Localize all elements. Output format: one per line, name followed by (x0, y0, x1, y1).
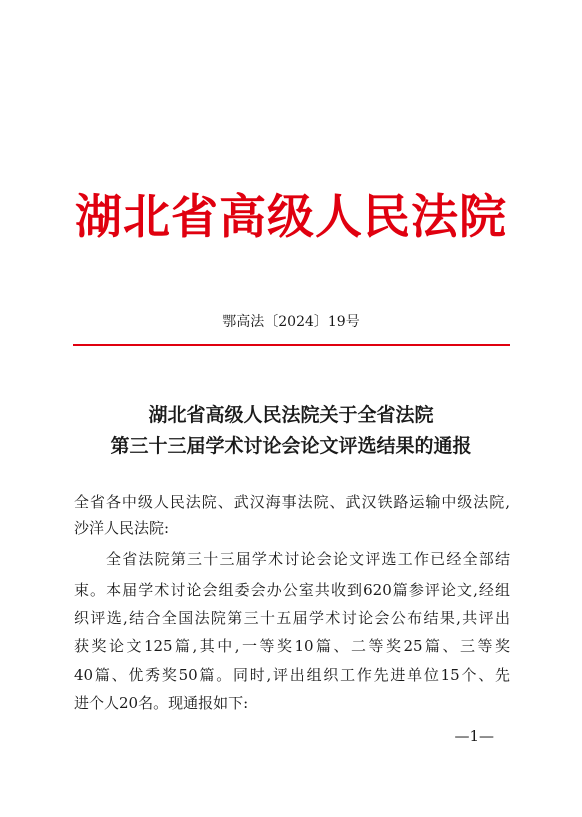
red-separator-line (73, 344, 510, 346)
paragraph-line: 织评选,结合全国法院第三十五届学术讨论会公布结果,共评出 (74, 609, 510, 627)
paragraph-line: 束。本届学术讨论会组委会办公室共收到620篇参评论文,经组 (74, 581, 510, 599)
document-number: 鄂高法〔2024〕19号 (222, 314, 360, 330)
addressee-line-1: 全省各中级人民法院、武汉海事法院、武汉铁路运输中级法院, (74, 493, 510, 511)
issuing-authority-title: 湖北省高级人民法院 (75, 190, 507, 245)
notice-title-line-1: 湖北省高级人民法院关于全省法院 (148, 404, 434, 426)
paragraph-line: 进个人20名。现通报如下: (74, 694, 249, 712)
addressee-line-2: 沙洋人民法院: (74, 519, 170, 537)
paragraph-line: 全省法院第三十三届学术讨论会论文评选工作已经全部结 (106, 550, 510, 568)
notice-title-line-2: 第三十三届学术讨论会论文评选结果的通报 (110, 435, 472, 457)
page-number: —1— (454, 727, 494, 745)
paragraph-line: 40篇、优秀奖50篇。同时,评出组织工作先进单位15个、先 (74, 666, 510, 684)
paragraph-line: 获奖论文125篇,其中,一等奖10篇、二等奖25篇、三等奖 (74, 637, 510, 655)
